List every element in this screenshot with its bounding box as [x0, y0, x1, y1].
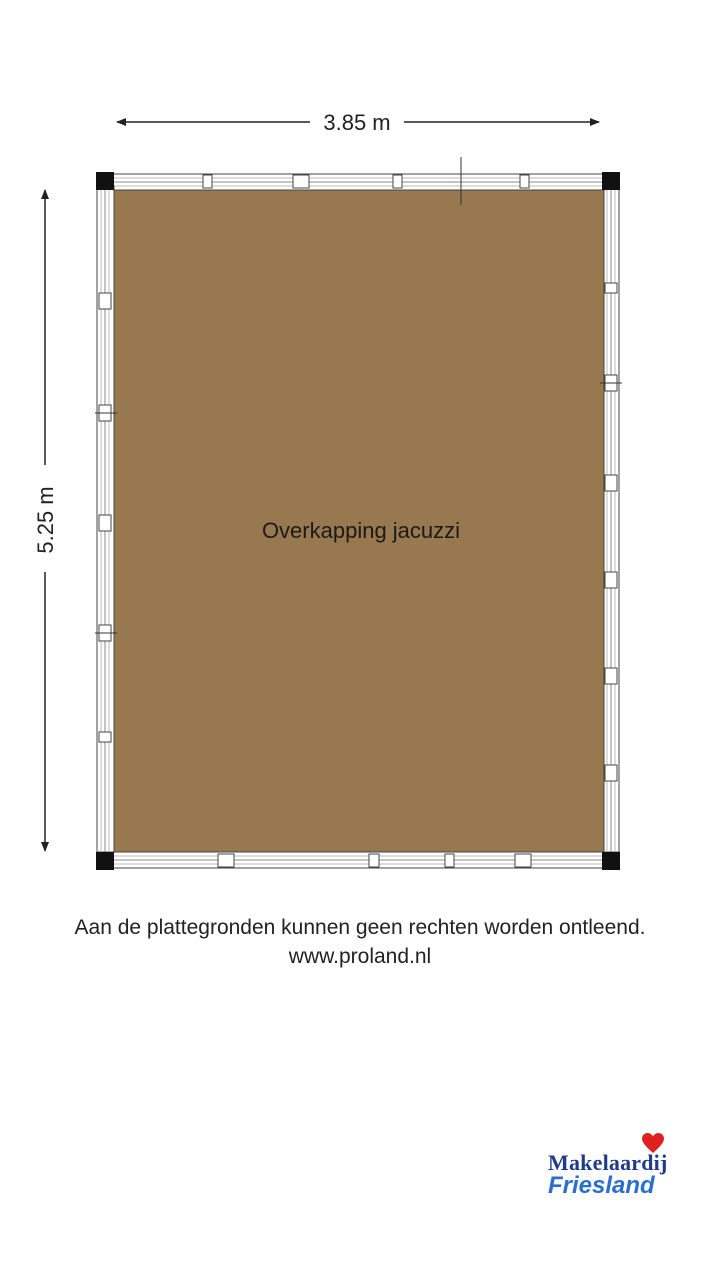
website-text: www.proland.nl	[288, 945, 432, 968]
width-label: 3.85 m	[323, 110, 391, 135]
height-dimension	[33, 190, 58, 851]
logo-line1: Makelaardij	[548, 1150, 668, 1175]
room-label: Overkapping jacuzzi	[261, 518, 461, 543]
company-logo	[546, 1132, 696, 1204]
disclaimer-text: Aan de plattegronden kunnen geen rechten worden ontleend.	[74, 916, 646, 939]
logo-line2: Friesland	[548, 1172, 655, 1199]
width-dimension	[117, 110, 599, 135]
height-label: 5.25 m	[33, 486, 58, 554]
